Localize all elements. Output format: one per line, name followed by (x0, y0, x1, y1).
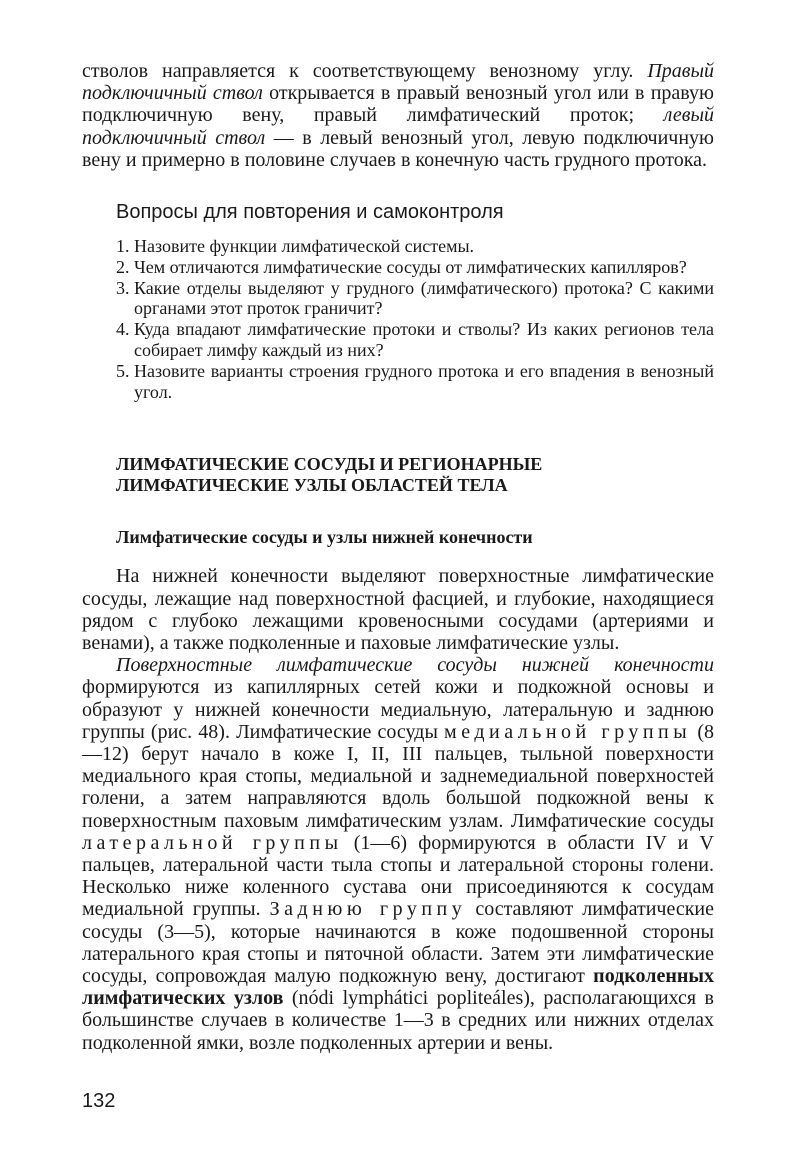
questions-heading: Вопросы для повторения и самоконтроля (116, 201, 504, 224)
term-lateral-group: латеральной группы (82, 831, 343, 854)
intro-term-left-subclavian: левый подключичный ствол (82, 104, 714, 149)
section-heading-line: ЛИМФАТИЧЕСКИЕ УЗЛЫ ОБЛАСТЕЙ ТЕЛА (116, 475, 508, 496)
section-heading-line: ЛИМФАТИЧЕСКИЕ СОСУДЫ И РЕГИОНАРНЫЕ (116, 454, 543, 475)
section-heading (116, 454, 714, 496)
question-item: 3. Какие отделы выделяют у грудного (лимфатического) протока? С какими органами этот проток граничит? (116, 277, 714, 319)
intro-text: открывается в правый венозный угол или в правую подключичную вену, правый лимфатический проток; (82, 82, 714, 127)
body-paragraph: Поверхностные лимфатические сосуды нижней конечности формируются из капиллярных сетей кожи и подкожной основы и образуют у нижней конечности медиальную, латеральную и заднюю группы (рис. 48). Лимфатические сосуды медиальной группы (8—12) берут начало в коже I, II, III пальцев, тыльной поверхности медиального края стопы, медиальной и заднемедиальной поверхностей голени, а затем направляются вдоль большой подкожной вены к поверхностным паховым лимфатическим узлам. Лимфатические сосуды латеральной группы (1—6) формируются в области IV и V пальцев, латеральной части тыла стопы и латеральной стороны голени. Несколько ниже коленного сустава они присоединяются к сосудам медиальной группы. Заднюю группу составляют лимфатические сосуды (3—5), которые начинаются в коже подошвенной стороны латерального края стопы и пяточной области. Затем эти лимфатические сосуды, сопровождая малую подкожную вену, достигают подколенных лимфатических узлов (nódi lymphátici popliteáles), располагающихся в большинстве случаев в количестве 1—3 в средних или нижних отделах подколенной ямки, возле подколенных артерии и вены. (82, 654, 714, 1054)
intro-paragraph (82, 60, 714, 171)
question-item: 5. Назовите варианты строения грудного протока и его впадения в венозный угол. (116, 360, 714, 402)
term-medial-group: медиальной группы (444, 720, 692, 743)
term-superficial-vessels: Поверхностные лимфатические сосуды нижней конечности (116, 654, 714, 677)
term-popliteal-nodes: подколенных лимфатических узлов (82, 965, 714, 1010)
question-item: 4. Куда впадают лимфатические протоки и стволы? Из каких регионов тела собирает лимфу каждый из них? (116, 319, 714, 360)
question-item: 2. Чем отличаются лимфатические сосуды от лимфатических капилляров? (116, 256, 687, 277)
term-posterior-group: Заднюю группу (269, 898, 467, 921)
question-item: 1. Назовите функции лимфатической системы. (116, 236, 475, 257)
body-paragraph: На нижней конечности выделяют поверхностные лимфатические сосуды, лежащие над поверхностной фасцией, и глубокие, находящиеся рядом с глубоко лежащими кровеносными сосудами (артериями и венами), а также подколенные и паховые лимфатические узлы. (82, 565, 714, 654)
subsection-heading: Лимфатические сосуды и узлы нижней конечности (116, 527, 533, 548)
page-number: 132 (82, 1090, 116, 1112)
questions-list (82, 236, 714, 402)
page-content (82, 60, 714, 1054)
intro-term-right-subclavian: Правый подключичный ствол (82, 60, 714, 105)
intro-text: стволов направляется к соответствующему венозному углу. (82, 60, 648, 82)
intro-text: — в левый венозный угол, левую подключичную вену и примерно в половине случаев в конечную часть грудного протока. (82, 126, 714, 171)
